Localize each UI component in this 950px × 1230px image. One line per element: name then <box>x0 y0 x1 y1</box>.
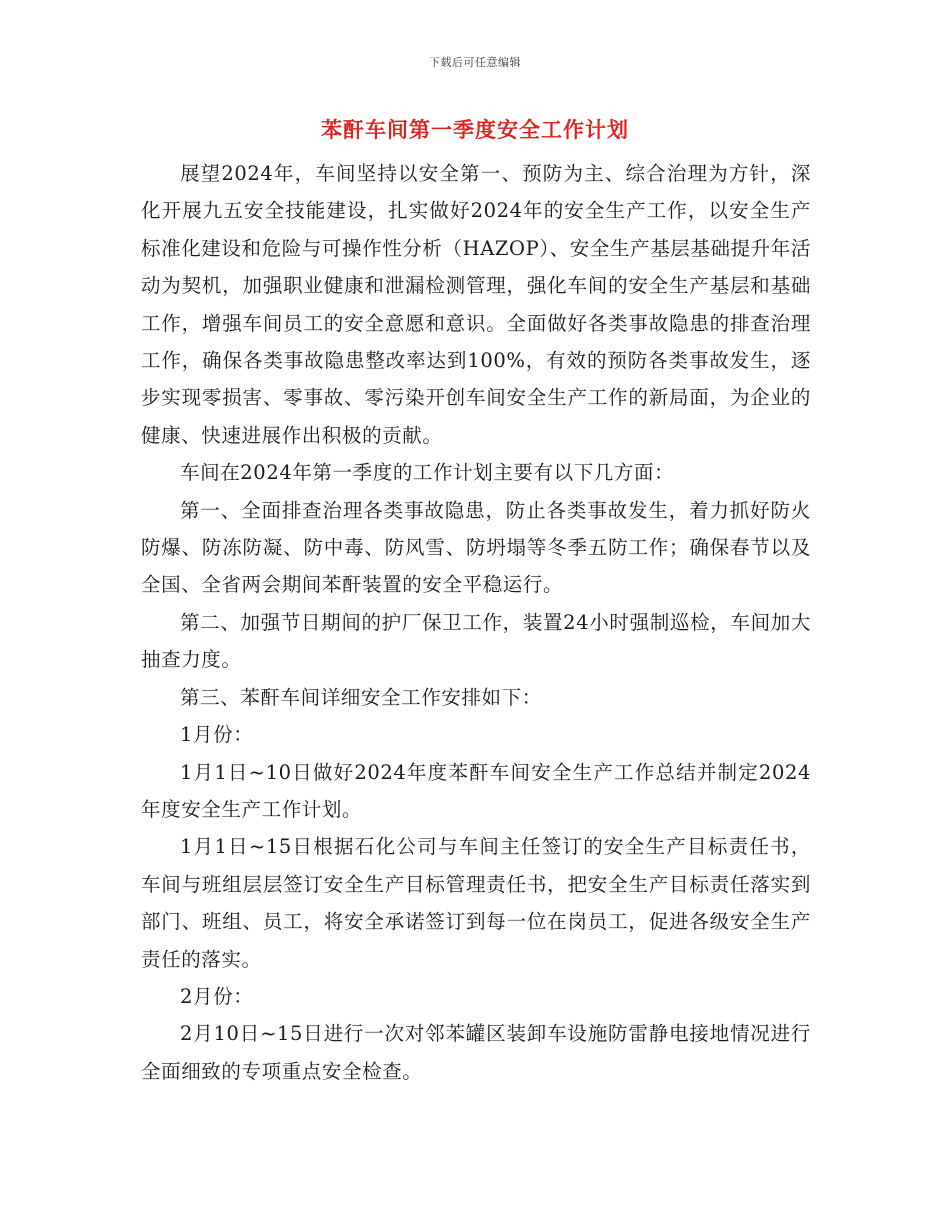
paragraph-item-third: 第三、苯酐车间详细安全工作安排如下： <box>180 685 542 709</box>
paragraph-plan-overview: 车间在2024年第一季度的工作计划主要有以下几方面： <box>180 461 675 485</box>
header-note: 下载后可任意编辑 <box>429 56 521 69</box>
paragraph-jan-task-2: 1月1日~15日根据石化公司与车间主任签订的安全生产目标责任书，车间与班组层层签订安全生产目标管理责任书，把安全生产目标责任落实到部门、班组、员工，将安全承诺签订到每一位在岗员工，促进各级安全生产责任的落实。 <box>141 835 811 971</box>
paragraph-month-february: 2月份： <box>180 984 254 1008</box>
paragraph-feb-task-1: 2月10日~15日进行一次对邻苯罐区装卸车设施防雷静电接地情况进行全面细致的专项重点安全检查。 <box>141 1022 811 1083</box>
paragraph-intro: 展望2024年，车间坚持以安全第一、预防为主、综合治理为方针，深化开展九五安全技能建设，扎实做好2024年的安全生产工作，以安全生产标准化建设和危险与可操作性分析（HAZOP）、安全生产基层基础提升年活动为契机，加强职业健康和泄漏检测管理，强化车间的安全生产基层和基础工作，增强车间员工的安全意愿和意识。全面做好各类事故隐患的排查治理工作，确保各类事故隐患整改率达到100%，有效的预防各类事故发生，逐步实现零损害、零事故、零污染开创车间安全生产工作的新局面，为企业的健康、快速进展作出积极的贡献。 <box>141 162 811 447</box>
paragraph-jan-task-1: 1月1日~10日做好2024年度苯酐车间安全生产工作总结并制定2024年度安全生产工作计划。 <box>141 760 811 821</box>
document-body <box>141 155 811 1090</box>
paragraph-month-january: 1月份： <box>180 723 254 747</box>
paragraph-item-first: 第一、全面排查治理各类事故隐患，防止各类事故发生，着力抓好防火防爆、防冻防凝、防中毒、防风雪、防坍塌等冬季五防工作；确保春节以及全国、全省两会期间苯酐装置的安全平稳运行。 <box>141 498 811 597</box>
paragraph-item-second: 第二、加强节日期间的护厂保卫工作，装置24小时强制巡检，车间加大抽查力度。 <box>141 610 811 672</box>
document-title: 苯酐车间第一季度安全工作计划 <box>321 117 629 142</box>
